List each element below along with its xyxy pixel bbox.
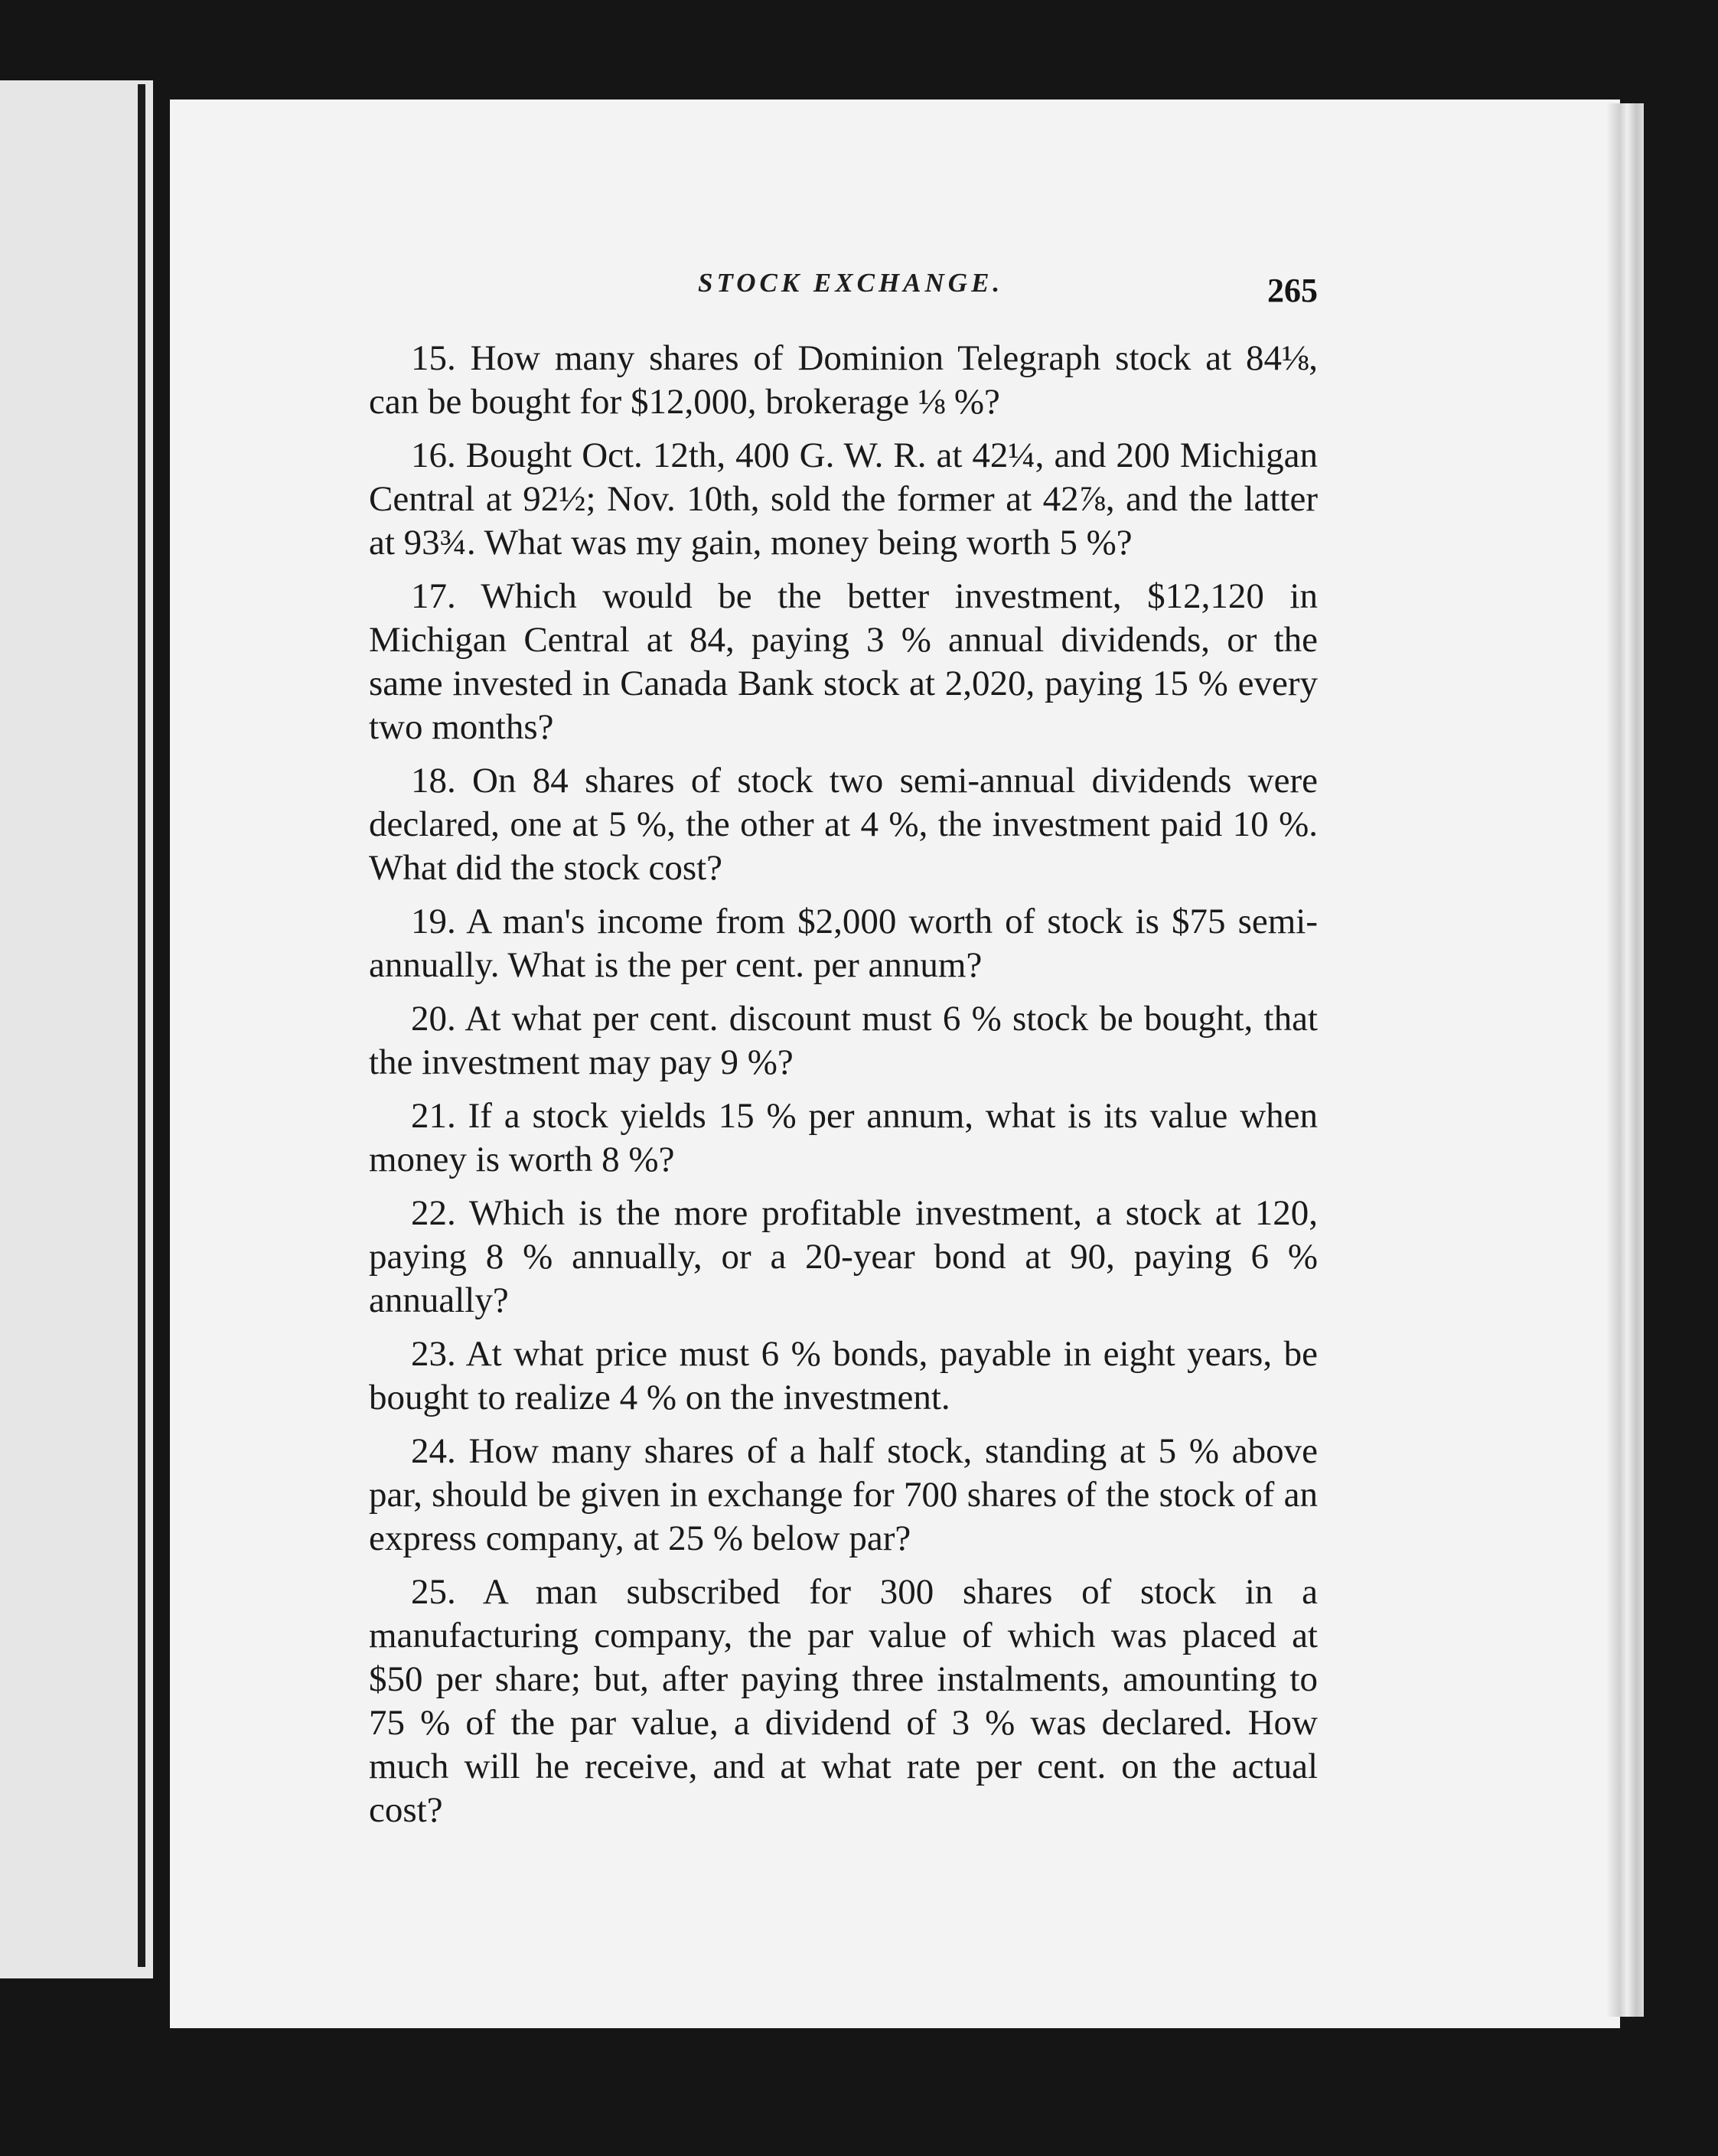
- problem-22: 22. Which is the more profitable investment, a stock at 120, paying 8 % annually, or a 20-year bond at 90, paying 6 % annually?: [369, 1193, 1318, 1320]
- problem-24: 24. How many shares of a half stock, standing at 5 % above par, should be given in exchange for 700 shares of the stock of an express company, at 25 % below par?: [369, 1431, 1318, 1558]
- page-header: [369, 253, 1318, 314]
- problem-19: 19. A man's income from $2,000 worth of stock is $75 semi-annually. What is the per cent. per annum?: [369, 902, 1318, 985]
- problem-20: 20. At what per cent. discount must 6 % stock be bought, that the investment may pay 9 %?: [369, 999, 1318, 1082]
- page-number: 265: [1267, 272, 1318, 309]
- running-head: STOCK EXCHANGE.: [698, 268, 1004, 298]
- problem-23: 23. At what price must 6 % bonds, payable in eight years, be bought to realize 4 % on the investment.: [369, 1334, 1318, 1417]
- problem-18: 18. On 84 shares of stock two semi-annual dividends were declared, one at 5 %, the other at 4 %, the investment paid 10 %. What did the stock cost?: [369, 761, 1318, 888]
- problem-21: 21. If a stock yields 15 % per annum, what is its value when money is worth 8 %?: [369, 1096, 1318, 1179]
- problem-list: [369, 337, 1318, 1842]
- problem-16: 16. Bought Oct. 12th, 400 G. W. R. at 42¼, and 200 Michigan Central at 92½; Nov. 10th, sold the former at 42⅞, and the latter at 93¾. What was my gain, money being worth 5 %?: [369, 435, 1318, 563]
- left-page-edge: [138, 84, 145, 1967]
- problem-25: 25. A man subscribed for 300 shares of stock in a manufacturing company, the par value of which was placed at $50 per share; but, after paying three instalments, amounting to 75 % of the par value, a dividend of 3 % was declared. How much will he receive, and at what rate per cent. on the actual cost?: [369, 1572, 1318, 1830]
- left-page: [0, 80, 153, 1978]
- problem-15: 15. How many shares of Dominion Telegraph stock at 84⅛, can be bought for $12,000, brokerage ⅛ %?: [369, 338, 1318, 422]
- problem-17: 17. Which would be the better investment, $12,120 in Michigan Central at 84, paying 3 % annual dividends, or the same invested in Canada Bank stock at 2,020, paying 15 % every two months?: [369, 576, 1318, 747]
- page-edge: [1607, 103, 1644, 2017]
